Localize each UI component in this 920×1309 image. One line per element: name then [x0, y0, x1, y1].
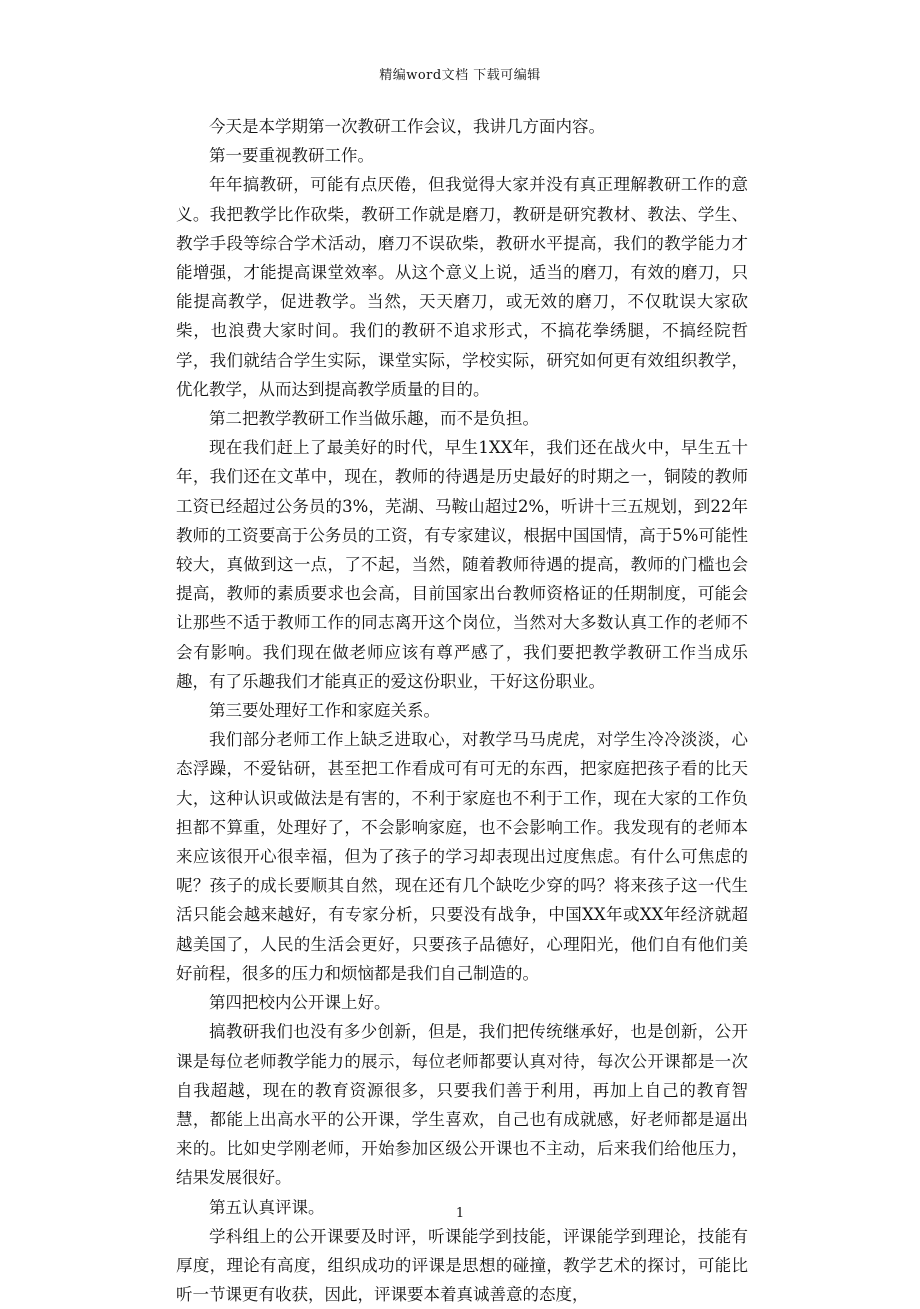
- paragraph-intro: 今天是本学期第一次教研工作会议，我讲几方面内容。: [209, 117, 605, 136]
- paragraph-section-4: 搞教研我们也没有多少创新，但是，我们把传统继承好，也是创新，公开课是每位老师教学能力的展示，每位老师都要认真对待，每次公开课都是一次自我超越，现在的教育资源很多，只要我们善于利用，再加上自己的教育智慧，都能上出高水平的公开课，学生喜欢，自己也有成就感，好老师都是逼出来的。比如史学刚老师，开始参加区级公开课也不主动，后来我们给他压力，结果发展很好。: [176, 1022, 748, 1188]
- page-number: 1: [455, 1206, 465, 1221]
- document-body: [176, 112, 748, 1309]
- section-heading-2: 第二把教学教研工作当做乐趣，而不是负担。: [209, 409, 539, 429]
- paragraph-section-3: 我们部分老师工作上缺乏进取心，对教学马马虎虎，对学生冷冷淡淡，心态浮躁，不爱钻研，甚至把工作看成可有可无的东西，把家庭把孩子看的比天大，这种认识或做法是有害的，不利于家庭也不利于工作，现在大家的工作负担都不算重，处理好了，不会影响家庭，也不会影响工作。我发现有的老师本来应该很开心很幸福，但为了孩子的学习却表现出过度焦虑。有什么可焦虑的呢？孩子的成长要顺其自然，现在还有几个缺吃少穿的吗？将来孩子这一代生活只能会越来越好，有专家分析，只要没有战争，中国XX年或XX年经济就超越美国了，人民的生活会更好，只要孩子品德好，心理阳光，他们自有他们美好前程，很多的压力和烦恼都是我们自己制造的。: [176, 730, 748, 983]
- section-heading-1: 第一要重视教研工作。: [209, 146, 374, 166]
- section-heading-5: 第五认真评课。: [209, 1197, 325, 1217]
- page-header: 精编word文档 下载可编辑: [379, 68, 541, 83]
- paragraph-section-1: 年年搞教研，可能有点厌倦，但我觉得大家并没有真正理解教研工作的意义。我把教学比作砍柴，教研工作就是磨刀，教研是研究教材、教法、学生、教学手段等综合学术活动，磨刀不误砍柴，教研水平提高，我们的教学能力才能增强，才能提高课堂效率。从这个意义上说，适当的磨刀，有效的磨刀，只能提高教学，促进教学。当然，天天磨刀，或无效的磨刀，不仅耽误大家砍柴，也浪费大家时间。我们的教研不追求形式，不搞花拳绣腿，不搞经院哲学，我们就结合学生实际，课堂实际，学校实际，研究如何更有效组织教学，优化教学，从而达到提高教学质量的目的。: [176, 175, 748, 399]
- section-heading-4: 第四把校内公开课上好。: [209, 993, 391, 1013]
- section-heading-3: 第三要处理好工作和家庭关系。: [209, 701, 440, 721]
- paragraph-section-5: 学科组上的公开课要及时评，听课能学到技能，评课能学到理论，技能有厚度，理论有高度，组织成功的评课是思想的碰撞，教学艺术的探讨，可能比听一节课更有收获，因此，评课要本着真诚善意的态度，: [176, 1226, 748, 1305]
- paragraph-section-2: 现在我们赶上了最美好的时代，早生1XX年，我们还在战火中，早生五十年，我们还在文革中，现在，教师的待遇是历史最好的时期之一，铜陵的教师工资已经超过公务员的3%，芜湖、马鞍山超过2%，听讲十三五规划，到22年教师的工资要高于公务员的工资，有专家建议，根据中国国情，高于5%可能性较大，真做到这一点，了不起，当然，随着教师待遇的提高，教师的门槛也会提高，教师的素质要求也会高，目前国家出台教师资格证的任期制度，可能会让那些不适于教师工作的同志离开这个岗位，当然对大多数认真工作的老师不会有影响。我们现在做老师应该有尊严感了，我们要把教学教研工作当成乐趣，有了乐趣我们才能真正的爱这份职业，干好这份职业。: [176, 438, 748, 691]
